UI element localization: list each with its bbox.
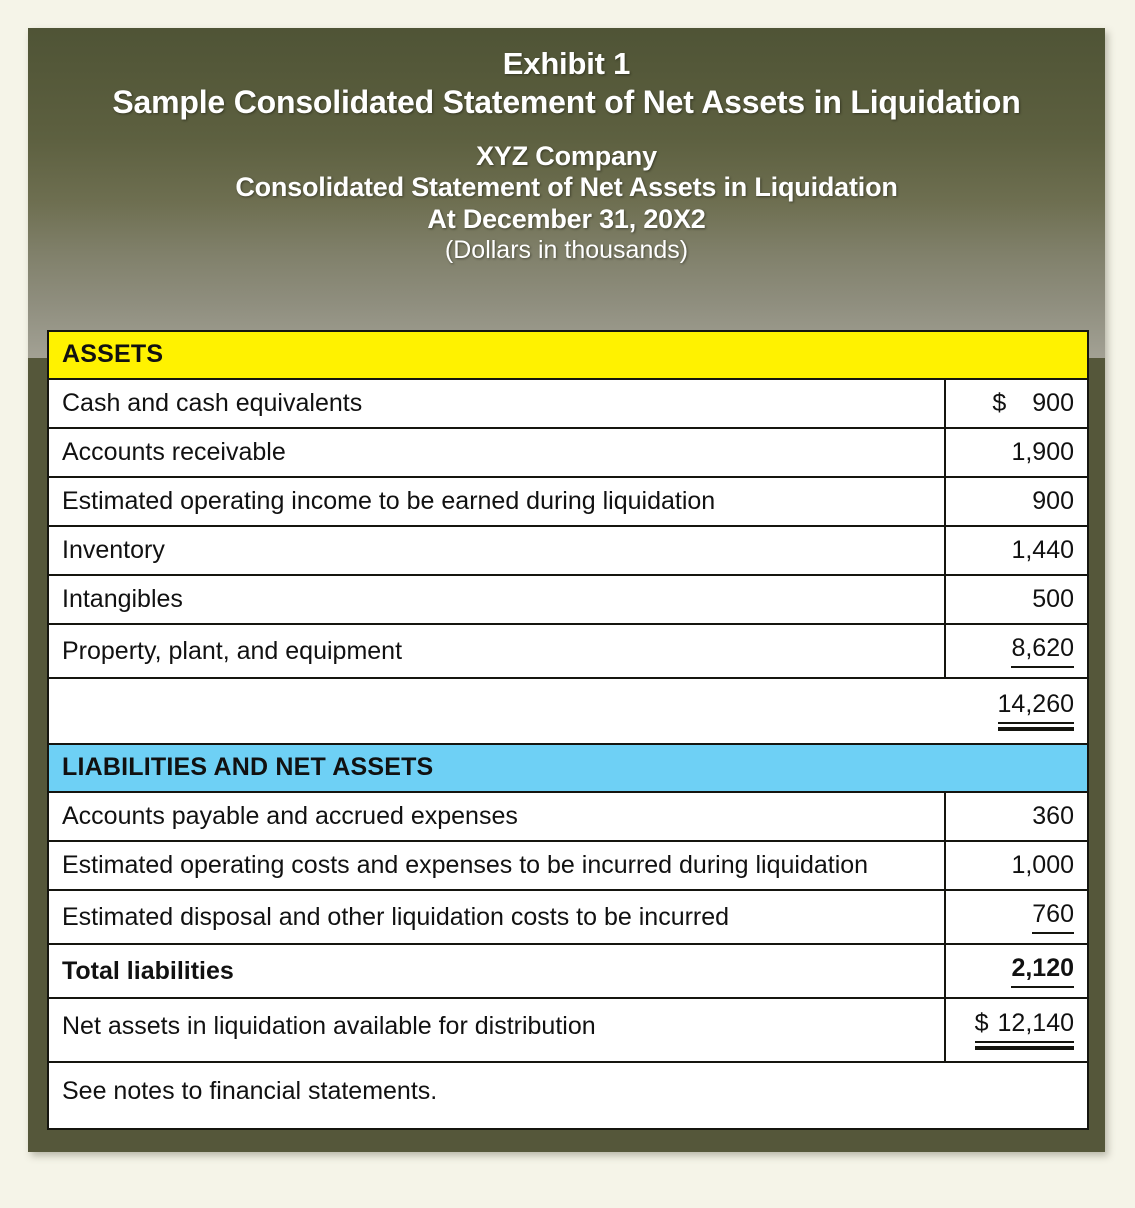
net-assets-value: 12,140 bbox=[997, 1009, 1074, 1037]
total-liabilities-row bbox=[49, 945, 1087, 999]
row-amount: 1,000 bbox=[1011, 851, 1074, 879]
units-note: (Dollars in thousands) bbox=[444, 236, 689, 264]
table-row bbox=[49, 576, 1087, 625]
net-assets-amount bbox=[975, 1009, 1074, 1043]
table-row bbox=[49, 478, 1087, 527]
row-amount: 1,900 bbox=[1011, 438, 1074, 466]
row-label: Estimated disposal and other liquidation costs to be incurred bbox=[62, 902, 730, 931]
total-assets-row bbox=[49, 679, 1087, 745]
row-value bbox=[944, 842, 1087, 889]
row-amount: 8,620 bbox=[1011, 634, 1074, 668]
currency-symbol: $ bbox=[992, 389, 1007, 417]
row-label: Net assets in liquidation available for distribution bbox=[62, 1011, 596, 1040]
row-amount: 900 bbox=[1032, 487, 1074, 515]
exhibit-header bbox=[28, 28, 1105, 265]
row-value bbox=[944, 429, 1087, 476]
row-value bbox=[944, 380, 1087, 427]
company-name: XYZ Company bbox=[476, 141, 657, 172]
net-assets-row bbox=[49, 999, 1087, 1063]
exhibit-title: Sample Consolidated Statement of Net Assets in Liquidation bbox=[112, 83, 1021, 120]
row-value bbox=[944, 793, 1087, 840]
statement-date: At December 31, 20X2 bbox=[427, 203, 706, 234]
row-label bbox=[49, 679, 944, 743]
row-value bbox=[944, 625, 1087, 677]
row-value bbox=[944, 576, 1087, 623]
row-amount: 360 bbox=[1032, 802, 1074, 830]
row-value bbox=[944, 945, 1087, 997]
row-label: Intangibles bbox=[62, 585, 183, 613]
row-amount: 500 bbox=[1032, 585, 1074, 613]
row-label: Accounts receivable bbox=[62, 438, 286, 466]
footnote-row bbox=[49, 1063, 1087, 1128]
row-amount: 760 bbox=[1032, 900, 1074, 934]
footnote-text: See notes to financial statements. bbox=[62, 1077, 438, 1105]
exhibit-label: Exhibit 1 bbox=[502, 46, 631, 81]
row-label: Accounts payable and accrued expenses bbox=[62, 802, 518, 830]
liabilities-section-header: LIABILITIES AND NET ASSETS bbox=[49, 745, 1087, 793]
row-label: Total liabilities bbox=[62, 956, 234, 985]
exhibit-panel bbox=[28, 28, 1105, 1152]
row-value bbox=[944, 999, 1087, 1061]
row-value bbox=[944, 679, 1087, 743]
row-label: Estimated operating costs and expenses to be incurred during liquidation bbox=[62, 851, 869, 879]
row-label: Property, plant, and equipment bbox=[62, 636, 403, 665]
statement-table bbox=[47, 330, 1089, 1130]
total-assets-amount: 14,260 bbox=[998, 690, 1074, 724]
row-label: Estimated operating income to be earned during liquidation bbox=[62, 487, 716, 515]
row-label: Inventory bbox=[62, 536, 165, 564]
row-amount: 1,440 bbox=[1011, 536, 1074, 564]
row-amount: 900 bbox=[1032, 389, 1074, 417]
total-liabilities-amount: 2,120 bbox=[1011, 954, 1074, 988]
table-row bbox=[49, 527, 1087, 576]
currency-symbol: $ bbox=[974, 1009, 989, 1037]
table-row bbox=[49, 793, 1087, 842]
row-label: Cash and cash equivalents bbox=[62, 389, 363, 417]
table-row bbox=[49, 891, 1087, 945]
table-row bbox=[49, 625, 1087, 679]
table-row bbox=[49, 380, 1087, 429]
row-value bbox=[944, 891, 1087, 943]
assets-section-header: ASSETS bbox=[49, 332, 1087, 380]
statement-name: Consolidated Statement of Net Assets in Liquidation bbox=[235, 172, 898, 203]
table-row bbox=[49, 842, 1087, 891]
row-value bbox=[944, 478, 1087, 525]
row-value bbox=[944, 527, 1087, 574]
table-row bbox=[49, 429, 1087, 478]
